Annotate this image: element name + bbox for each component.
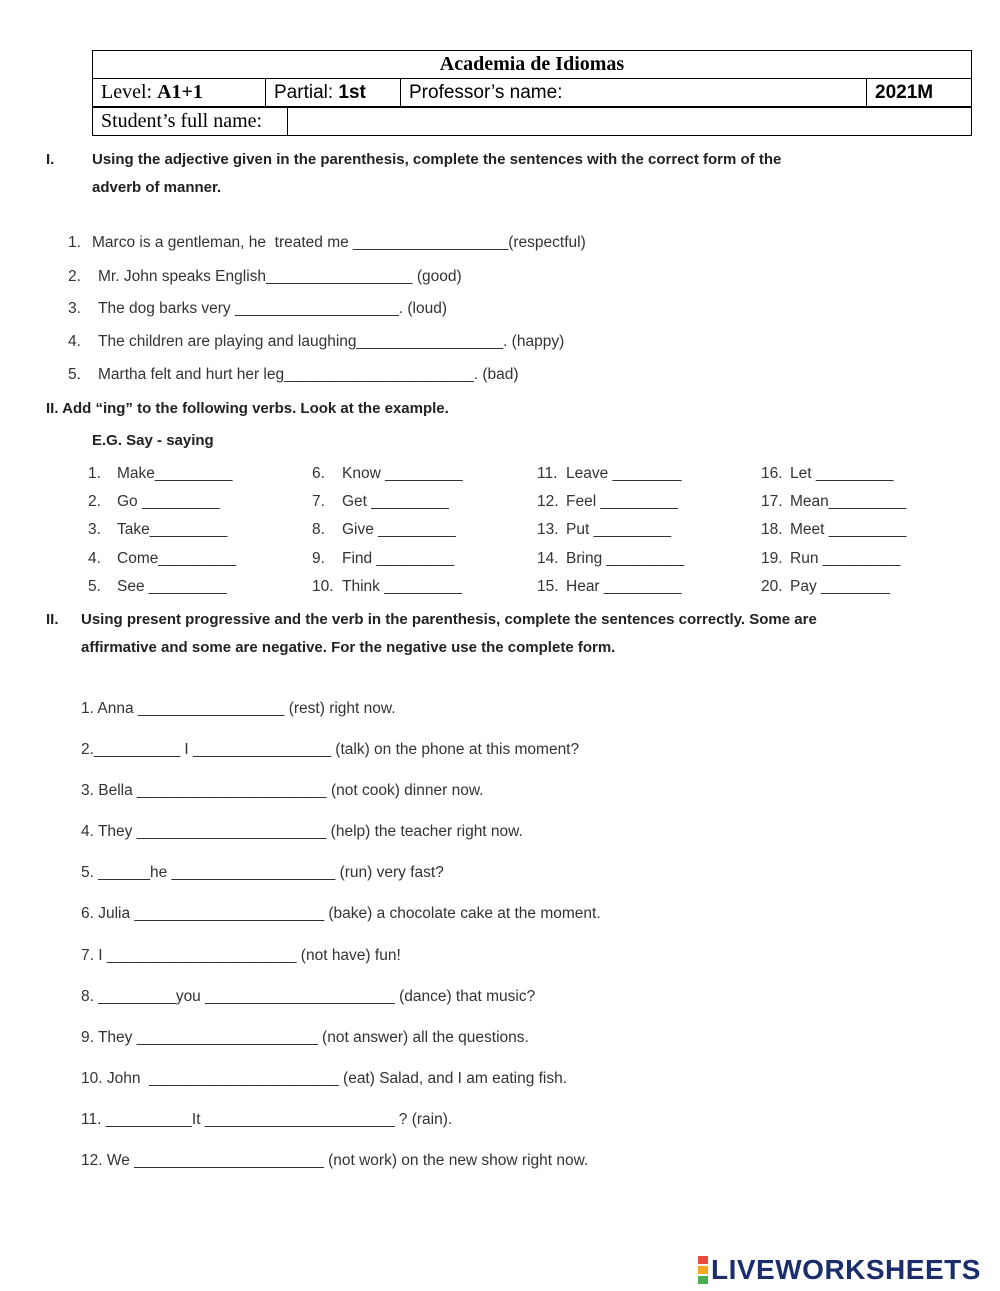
s1-item-text[interactable]: The dog barks very ___________________. (loud) [98,300,448,317]
s3-item[interactable]: 8. _________you ______________________ (dance) that music? [81,988,536,1005]
section1-instruction-line1: Using the adjective given in the parenthesis, complete the sentences with the correct form of the [92,151,782,168]
header-table [92,50,972,107]
verb-item[interactable]: Find _________ [342,550,455,567]
verb-item[interactable]: Mean_________ [790,493,907,510]
section3-number: II. [46,611,59,628]
level-value: A1+1 [157,81,203,103]
section3-instruction-line1: Using present progressive and the verb in the parenthesis, complete the sentences correctly. Some are [81,611,817,628]
partial-cell [266,79,401,107]
logo-text: LIVEWORKSHEETS [711,1254,981,1285]
student-label: Student’s full name: [93,108,288,136]
s3-item[interactable]: 4. They ______________________ (help) the teacher right now. [81,823,523,840]
s3-item[interactable]: 7. I ______________________ (not have) fun! [81,947,401,964]
verb-num: 7. [312,493,325,510]
verb-num: 13. [537,521,559,538]
s1-item-num: 5. [68,366,81,383]
section2-heading: II. Add “ing” to the following verbs. Look at the example. [46,400,449,417]
verb-num: 9. [312,550,325,567]
verb-item[interactable]: See _________ [117,578,227,595]
verb-num: 19. [761,550,783,567]
verb-item[interactable]: Pay ________ [790,578,890,595]
s3-item[interactable]: 2.__________ I ________________ (talk) on the phone at this moment? [81,741,580,758]
s3-item[interactable]: 6. Julia ______________________ (bake) a chocolate cake at the moment. [81,905,601,922]
verb-item[interactable]: Make_________ [117,465,233,482]
verb-item[interactable]: Leave ________ [566,465,682,482]
verb-num: 16. [761,465,783,482]
verb-num: 10. [312,578,334,595]
s1-item-text[interactable]: Mr. John speaks English_________________ (good) [98,268,462,285]
section3-instruction-line2: affirmative and some are negative. For the negative use the complete form. [81,639,616,656]
s3-item[interactable]: 12. We ______________________ (not work) on the new show right now. [81,1152,589,1169]
verb-item[interactable]: Go _________ [117,493,220,510]
verb-num: 17. [761,493,783,510]
verb-item[interactable]: Take_________ [117,521,228,538]
school-title: Academia de Idiomas [93,51,972,79]
logo-icon [698,1255,708,1285]
level-label: Level: [101,81,158,103]
verb-num: 8. [312,521,325,538]
s1-item-num: 2. [68,268,81,285]
section1-number: I. [46,151,55,168]
verb-item[interactable]: Feel _________ [566,493,679,510]
verb-num: 3. [88,521,101,538]
verb-num: 5. [88,578,101,595]
verb-num: 18. [761,521,783,538]
verb-item[interactable]: Get _________ [342,493,449,510]
verb-num: 12. [537,493,559,510]
s1-item-text[interactable]: The children are playing and laughing_________________. (happy) [98,333,565,350]
verb-item[interactable]: Hear _________ [566,578,682,595]
s3-item[interactable]: 9. They _____________________ (not answer) all the questions. [81,1029,529,1046]
verb-num: 11. [537,465,558,482]
section1-instruction-line2: adverb of manner. [92,179,222,196]
s1-item-text[interactable]: Martha felt and hurt her leg______________________. (bad) [98,366,519,383]
s3-item[interactable]: 3. Bella ______________________ (not cook) dinner now. [81,782,484,799]
s3-item[interactable]: 5. ______he ___________________ (run) very fast? [81,864,444,881]
verb-num: 4. [88,550,101,567]
level-cell [93,79,266,107]
verb-num: 2. [88,493,101,510]
s3-item[interactable]: 1. Anna _________________ (rest) right now. [81,700,396,717]
verb-num: 1. [88,465,101,482]
s1-item-num: 4. [68,333,81,350]
liveworksheets-logo[interactable] [698,1252,981,1288]
verb-num: 20. [761,578,783,595]
verb-item[interactable]: Bring _________ [566,550,685,567]
student-name-field[interactable] [288,108,972,136]
verb-item[interactable]: Let _________ [790,465,894,482]
verb-item[interactable]: Run _________ [790,550,901,567]
verb-item[interactable]: Put _________ [566,521,672,538]
professor-name-field[interactable]: Professor’s name: [401,79,867,107]
verb-item[interactable]: Think _________ [342,578,462,595]
verb-item[interactable]: Know _________ [342,465,463,482]
student-table [92,107,972,136]
s1-item-num: 3. [68,300,81,317]
partial-label: Partial: [274,81,339,103]
s1-item-text[interactable]: Marco is a gentleman, he treated me __________________(respectful) [92,234,586,251]
s3-item[interactable]: 10. John ______________________ (eat) Salad, and I am eating fish. [81,1070,568,1087]
code-cell: 2021M [867,79,972,107]
verb-item[interactable]: Give _________ [342,521,456,538]
s3-item[interactable]: 11. __________It ______________________ ? (rain). [81,1111,453,1128]
verb-num: 15. [537,578,559,595]
section2-example: E.G. Say - saying [92,432,214,449]
verb-item[interactable]: Meet _________ [790,521,907,538]
verb-num: 14. [537,550,559,567]
verb-item[interactable]: Come_________ [117,550,236,567]
s1-item-num: 1. [68,234,81,251]
verb-num: 6. [312,465,325,482]
partial-value: 1st [338,81,366,103]
